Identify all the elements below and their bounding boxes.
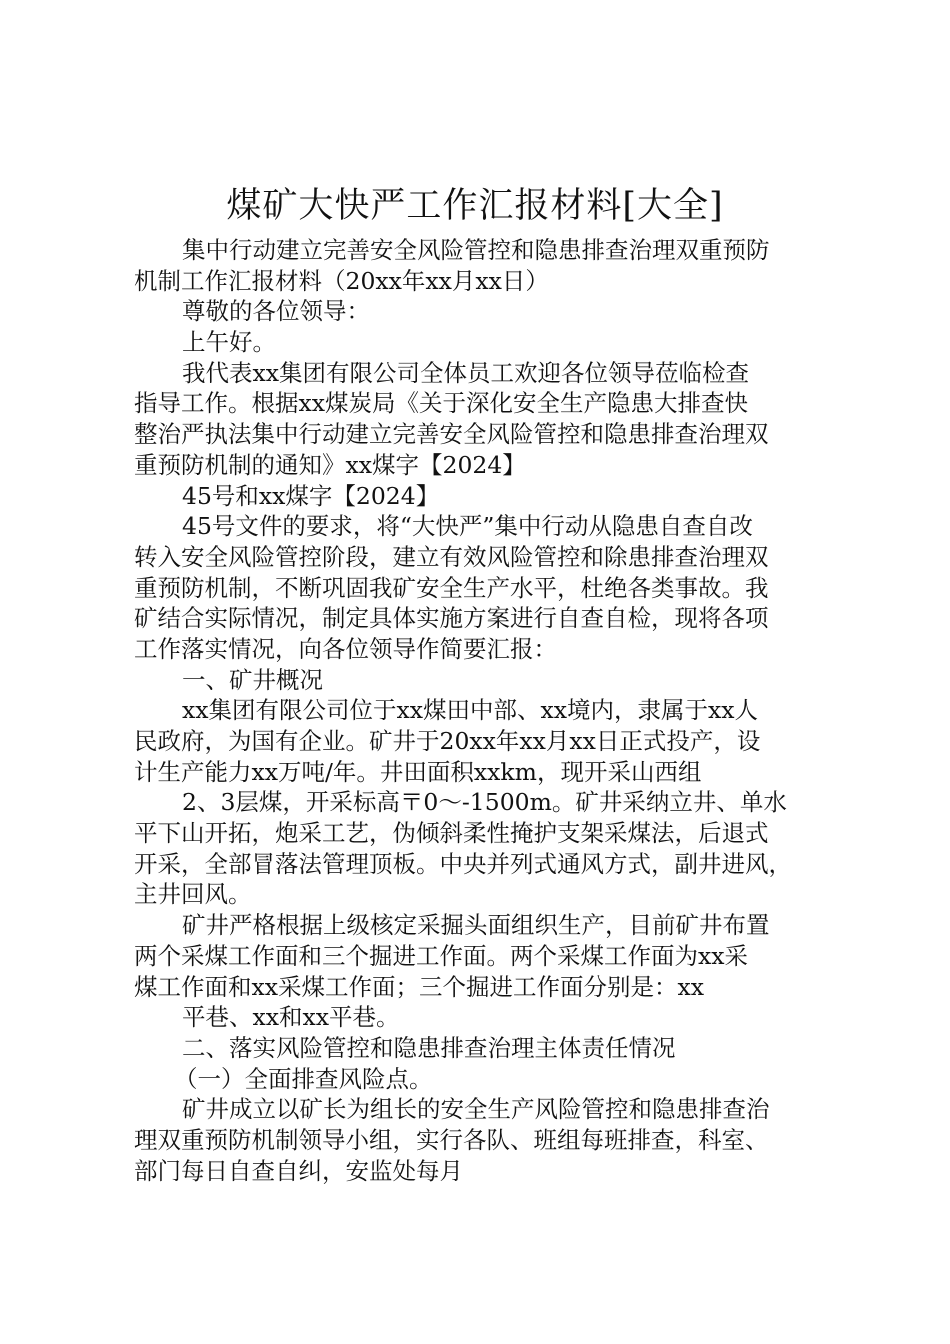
text-line: 开采，全部冒落法管理顶板。中央并列式通风方式，副井进风， xyxy=(134,849,792,878)
text-line: 二、落实风险管控和隐患排查治理主体责任情况 xyxy=(182,1033,676,1062)
text-line: 上午好。 xyxy=(182,328,276,357)
document-title: 煤矿大快严工作汇报材料[大全] xyxy=(226,186,724,226)
text-line: 部门每日自查自纠，安监处每月 xyxy=(134,1156,463,1185)
text-line: 民政府，为国有企业。矿井于20xx年xx月xx日正式投产，设 xyxy=(134,727,761,755)
text-line: 指导工作。根据xx煤炭局《关于深化安全生产隐患大排查快 xyxy=(134,389,749,418)
text-line: 我代表xx集团有限公司全体员工欢迎各位领导莅临检查 xyxy=(182,358,750,387)
text-line: 2、3层煤，开采标高〒0～-1500m。矿井采纳立井、单水 xyxy=(182,788,787,817)
text-line: 平下山开拓，炮采工艺，伪倾斜柔性掩护支架采煤法，后退式 xyxy=(134,819,769,848)
text-line: xx集团有限公司位于xx煤田中部、xx境内，隶属于xx人 xyxy=(182,696,759,725)
text-line: 转入安全风险管控阶段，建立有效风险管控和除患排查治理双 xyxy=(134,542,769,571)
text-line: 重预防机制的通知》xx煤字【2024】 xyxy=(134,450,526,479)
text-line: 平巷、xx和xx平巷。 xyxy=(182,1003,400,1032)
text-line: 机制工作汇报材料（20xx年xx月xx日） xyxy=(134,266,549,295)
text-line: 重预防机制，不断巩固我矿安全生产水平，杜绝各类事故。我 xyxy=(134,573,769,602)
text-line: 工作落实情况，向各位领导作简要汇报： xyxy=(134,634,557,663)
text-line: 煤工作面和xx采煤工作面；三个掘进工作面分别是：xx xyxy=(134,972,705,1001)
text-line: 计生产能力xx万吨/年。井田面积xxkm，现开采山西组 xyxy=(134,757,702,786)
text-line: 整治严执法集中行动建立完善安全风险管控和隐患排查治理双 xyxy=(134,420,769,449)
text-line: 矿井成立以矿长为组长的安全生产风险管控和隐患排查治 xyxy=(182,1095,770,1124)
text-line: 主井回风。 xyxy=(134,880,252,909)
text-line: 两个采煤工作面和三个掘进工作面。两个采煤工作面为xx采 xyxy=(134,941,749,970)
text-line: 矿井严格根据上级核定采掘头面组织生产，目前矿井布置 xyxy=(182,911,770,940)
document-body xyxy=(134,235,834,1186)
text-line: 一、矿井概况 xyxy=(182,665,323,694)
text-line: 45号文件的要求，将“大快严”集中行动从隐患自查自改 xyxy=(182,512,753,541)
text-line: 45号和xx煤字【2024】 xyxy=(182,481,440,510)
text-line: 集中行动建立完善安全风险管控和隐患排查治理双重预防 xyxy=(182,236,770,264)
text-line: 理双重预防机制领导小组，实行各队、班组每班排查，科室、 xyxy=(134,1125,769,1154)
text-line: 尊敬的各位领导： xyxy=(182,297,370,326)
text-line: （一）全面排查风险点。 xyxy=(174,1064,433,1093)
text-line: 矿结合实际情况，制定具体实施方案进行自查自检，现将各项 xyxy=(134,604,769,633)
